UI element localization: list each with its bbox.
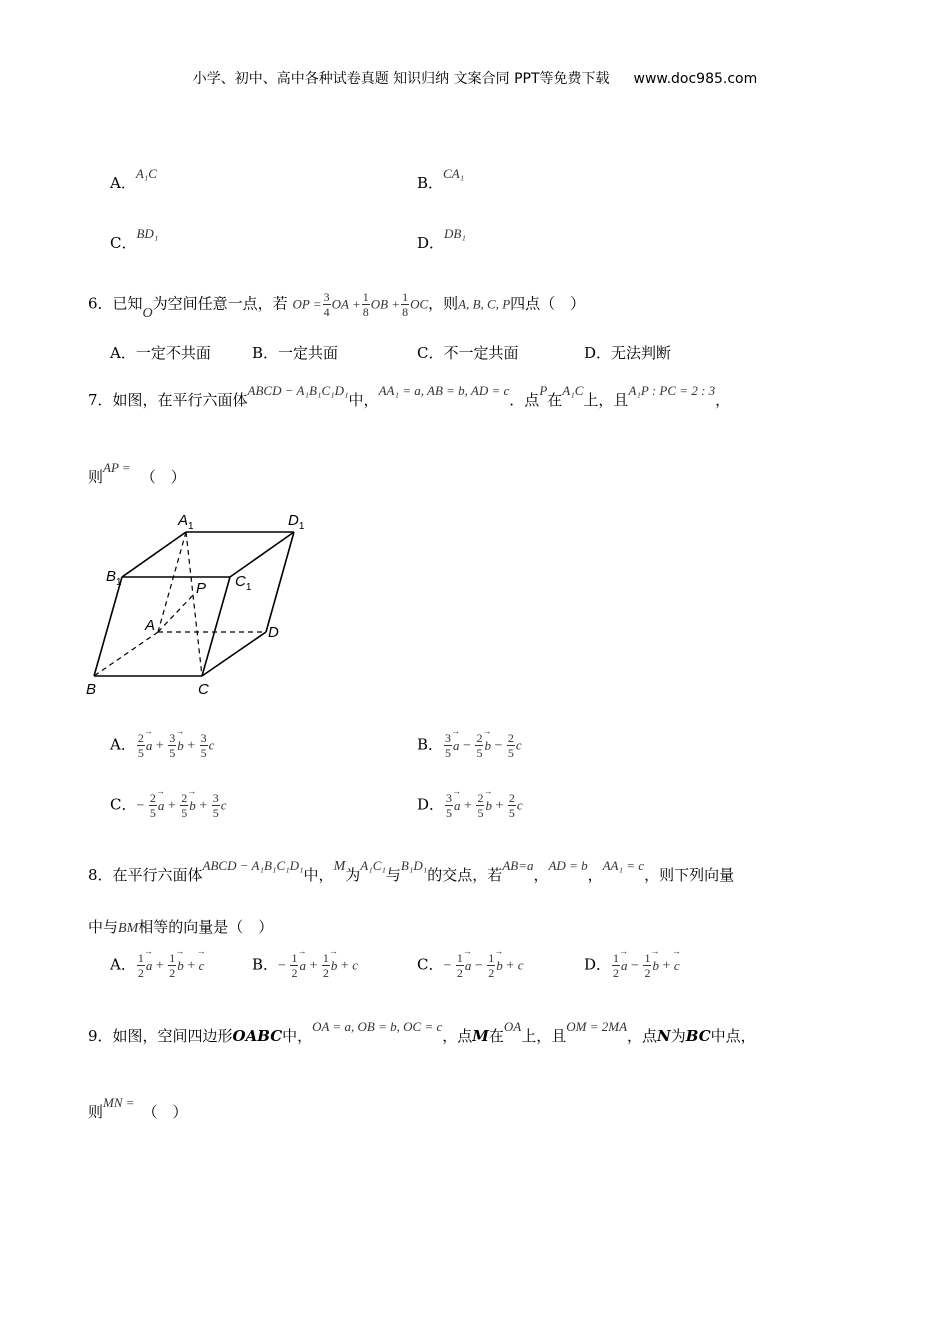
question-7: 7．如图，在平行六面体ABCD − A₁B₁C₁D₁中，AA₁ = a, AB = b, AD = c．点P在A₁C上，且A₁P : PC = 2 : 3， [88,383,731,409]
header-site: www.doc985.com [633,71,758,87]
label-d1: $D_1$ [288,512,305,532]
q5-b-math: CA₁ [443,166,465,181]
q7-option-b: B． $\frac{3}{5}$ → a − $\frac{2}{5}$ → b − $\frac{2}{5}$ c [417,731,522,760]
question-8-line2: 中与BM相等的向量是（ ） [88,918,274,936]
q8-option-a: A． $\frac{1}{2}$ → a + $\frac{1}{2}$ → b + → c [110,951,204,980]
label-b: B [86,681,97,698]
page-header [0,68,950,88]
q6-points: A, B, C, P [458,296,511,312]
label-p: P [196,580,207,597]
q6-equation: OP = [292,296,322,312]
q8-option-b: B．− $\frac{1}{2}$ → a + $\frac{1}{2}$ → b + c [252,951,358,980]
question-9-line2: 则MN =（ ） [88,1095,188,1121]
parallelepiped-figure [80,505,330,705]
q5-option-b: B．CA₁ [417,166,465,192]
q6-option-a: A．一定不共面 [110,344,211,362]
label-b1: $B_1$ [106,568,122,588]
label-c1: $C_1$ [235,573,252,593]
q5-option-a: A．A₁C [110,166,157,192]
label-a: A [145,617,156,634]
q8-option-c: C．− $\frac{1}{2}$ → a − $\frac{1}{2}$ → b + c [417,951,523,980]
label-c: C [198,681,209,698]
question-7-line2: 则AP =（ ） [88,460,186,486]
q6-option-b: B．一定共面 [252,344,339,362]
q5-option-d: D．DB₁ [417,226,466,252]
label-d: D [268,624,279,641]
q5-c-math: BD₁ [136,226,159,241]
label-a1: $A_1$ [178,512,194,532]
q7-option-c: C．− $\frac{2}{5}$ → a + $\frac{2}{5}$ → b + $\frac{3}{5}$ c [110,791,226,820]
q5-option-c: C．BD₁ [110,226,159,252]
header-text: 小学、初中、高中各种试卷真题 知识归纳 文案合同 PPT等免费下载 [192,71,610,87]
q6-option-d: D．无法判断 [584,344,672,362]
q6-option-c: C．不一定共面 [417,344,519,362]
q5-a-math: A₁C [135,166,157,181]
question-8: 8．在平行六面体ABCD − A₁B₁C₁D₁中，M为A₁C₁与B₁D₁的交点，若AB=a，AD = b，AA₁ = c，则下列向量 [88,858,735,884]
q6-o: O [142,305,153,321]
q8-option-d: D． $\frac{1}{2}$ → a − $\frac{1}{2}$ → b + → c [584,951,680,980]
q7-option-d: D． $\frac{3}{5}$ → a + $\frac{2}{5}$ → b + $\frac{2}{5}$ c [417,791,523,820]
question-6: 6．已知O为空间任意一点，若 OP = $\frac{3}{4}$ OA + $\frac{1}{8}$ OB + $\frac{1}{8}$ OC，则A, B, C, P四点（ ） [88,290,586,321]
question-9: 9．如图，空间四边形OABC中，OA = a, OB = b, OC = c，点M在OA上，且OM = 2MA，点N为BC中点， [88,1019,756,1045]
q7-option-a: A． $\frac{2}{5}$ → a + $\frac{3}{5}$ → b + $\frac{3}{5}$ c [110,731,214,760]
q5-d-math: DB₁ [444,226,466,241]
